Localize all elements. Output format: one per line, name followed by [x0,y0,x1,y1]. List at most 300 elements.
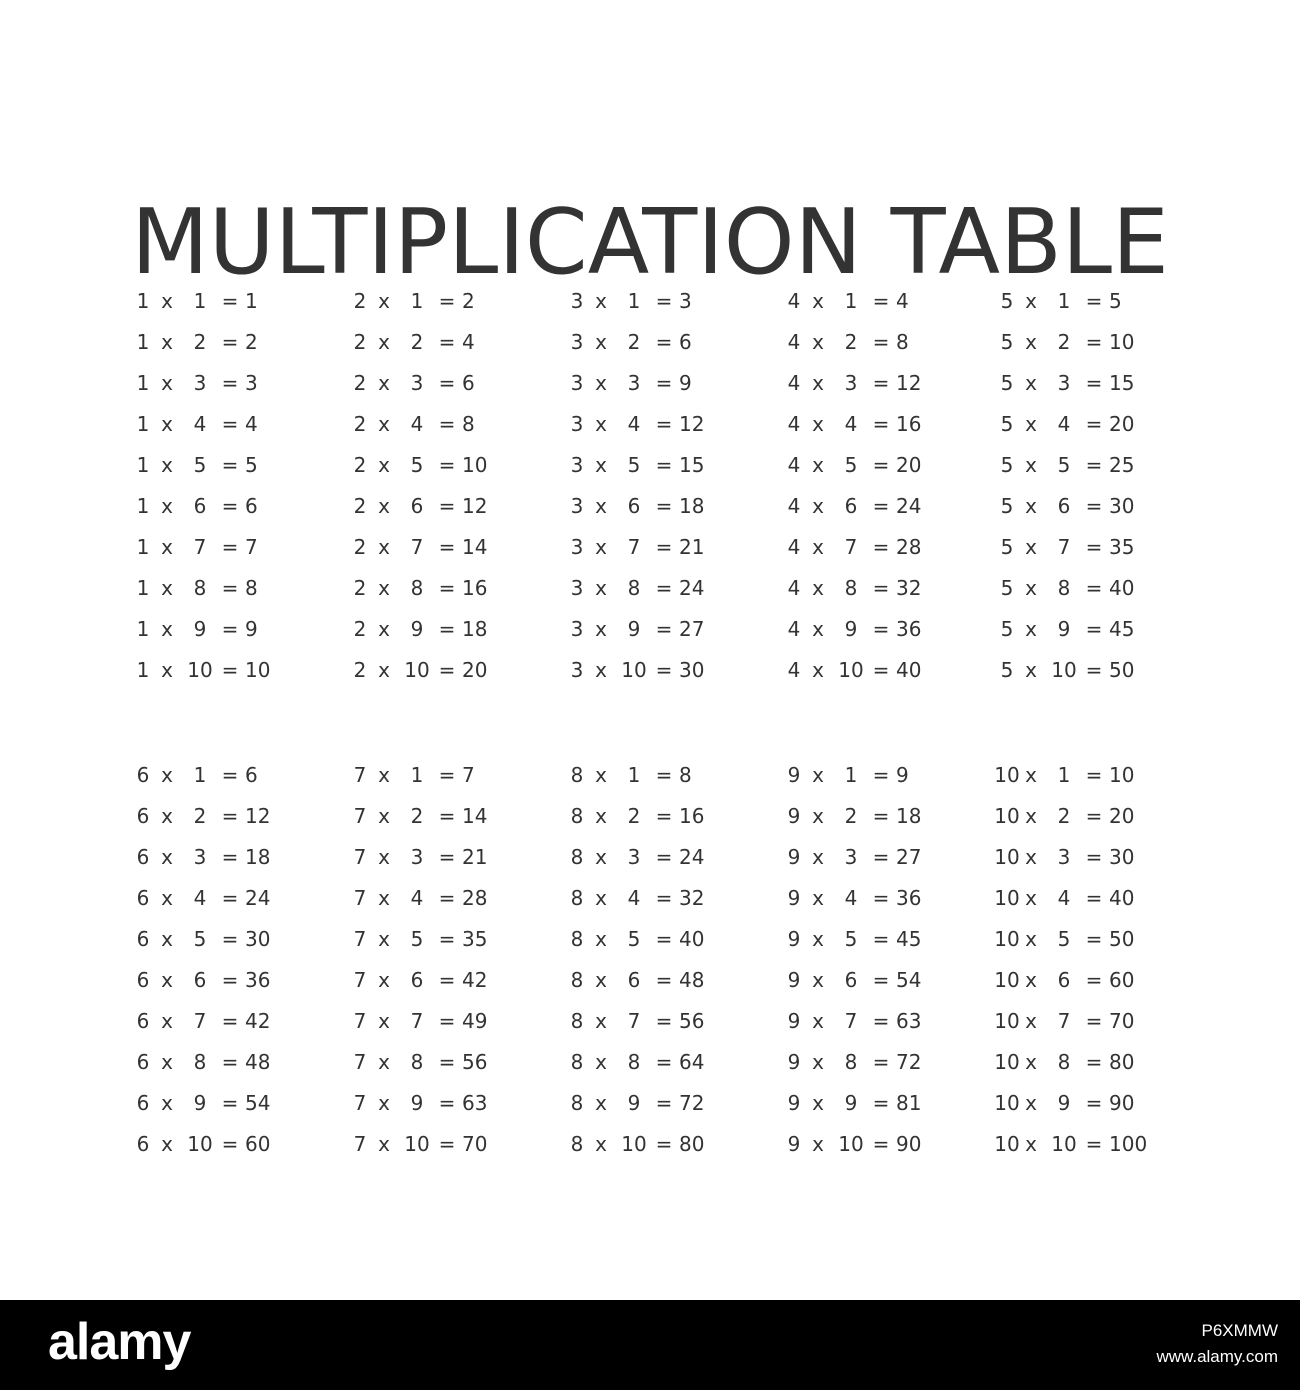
times-sign: x [812,1132,824,1156]
product: 8 [245,576,258,600]
multiplicand: 7 [353,1132,367,1156]
times-sign: x [812,968,824,992]
times-sign: x [812,886,824,910]
product: 63 [896,1009,922,1033]
product: 24 [245,886,271,910]
multiplicand: 9 [787,763,801,787]
multiplier: 7 [410,1009,424,1033]
product: 42 [462,968,488,992]
multiplicand: 3 [570,658,584,682]
times-sign: x [595,330,607,354]
equals-sign: = [438,1009,456,1033]
multiplicand: 1 [136,412,150,436]
times-sign: x [1025,658,1037,682]
multiplier: 10 [404,658,430,682]
product: 12 [679,412,705,436]
multiplier: 4 [627,886,641,910]
multiplier: 6 [627,494,641,518]
multiplicand: 4 [787,412,801,436]
times-sign: x [1025,617,1037,641]
multiplier: 3 [844,371,858,395]
equals-sign: = [438,845,456,869]
table-row [779,919,989,960]
product: 54 [896,968,922,992]
table-row [562,837,772,878]
multiplier: 7 [410,535,424,559]
equals-sign: = [655,330,673,354]
times-sign: x [1025,927,1037,951]
equals-sign: = [655,289,673,313]
product: 63 [462,1091,488,1115]
table-row [128,363,338,404]
multiplier: 3 [627,371,641,395]
equals-sign: = [655,1050,673,1074]
multiplicand: 1 [136,535,150,559]
equals-sign: = [655,968,673,992]
product: 27 [896,845,922,869]
product: 24 [679,576,705,600]
multiplier: 6 [844,494,858,518]
multiplicand: 10 [994,1091,1020,1115]
times-sign: x [378,1009,390,1033]
product: 6 [245,763,258,787]
times-table-block [345,281,555,691]
table-row [345,755,555,796]
multiplicand: 4 [787,289,801,313]
times-sign: x [812,576,824,600]
product: 30 [1109,845,1135,869]
product: 28 [462,886,488,910]
table-row [779,878,989,919]
multiplicand: 7 [353,968,367,992]
times-table-block [992,755,1202,1165]
equals-sign: = [221,845,239,869]
multiplier: 9 [627,617,641,641]
product: 2 [245,330,258,354]
times-sign: x [378,412,390,436]
multiplier: 2 [844,804,858,828]
multiplicand: 7 [353,927,367,951]
table-row [779,1042,989,1083]
multiplicand: 9 [787,1091,801,1115]
product: 28 [896,535,922,559]
product: 4 [245,412,258,436]
multiplier: 5 [193,453,207,477]
equals-sign: = [221,804,239,828]
product: 18 [462,617,488,641]
table-row [779,609,989,650]
equals-sign: = [655,804,673,828]
multiplier: 7 [1057,535,1071,559]
times-sign: x [595,494,607,518]
multiplicand: 2 [353,371,367,395]
multiplier: 3 [1057,371,1071,395]
multiplier: 9 [844,1091,858,1115]
multiplicand: 5 [1000,494,1014,518]
equals-sign: = [872,804,890,828]
times-sign: x [378,1050,390,1074]
product: 32 [896,576,922,600]
table-row [992,796,1202,837]
times-sign: x [161,886,173,910]
multiplier: 2 [193,330,207,354]
product: 70 [1109,1009,1135,1033]
table-row [992,1083,1202,1124]
equals-sign: = [221,453,239,477]
product: 30 [245,927,271,951]
multiplicand: 5 [1000,412,1014,436]
product: 12 [896,371,922,395]
product: 35 [1109,535,1135,559]
equals-sign: = [221,412,239,436]
table-row [128,322,338,363]
multiplicand: 1 [136,494,150,518]
multiplicand: 3 [570,535,584,559]
times-sign: x [1025,289,1037,313]
table-row [992,609,1202,650]
equals-sign: = [1085,1132,1103,1156]
equals-sign: = [872,886,890,910]
equals-sign: = [1085,453,1103,477]
table-row [779,650,989,691]
equals-sign: = [438,804,456,828]
equals-sign: = [438,1091,456,1115]
multiplier: 6 [410,968,424,992]
multiplier: 5 [627,927,641,951]
times-sign: x [595,289,607,313]
product: 20 [1109,804,1135,828]
multiplier: 4 [193,886,207,910]
equals-sign: = [872,1050,890,1074]
equals-sign: = [438,617,456,641]
times-sign: x [1025,453,1037,477]
multiplier: 9 [844,617,858,641]
site-url: www.alamy.com [1156,1347,1278,1366]
times-sign: x [161,968,173,992]
equals-sign: = [1085,1009,1103,1033]
times-sign: x [812,804,824,828]
multiplicand: 4 [787,330,801,354]
equals-sign: = [655,1009,673,1033]
multiplicand: 1 [136,330,150,354]
times-sign: x [378,576,390,600]
product: 7 [245,535,258,559]
table-row [779,568,989,609]
product: 12 [245,804,271,828]
multiplier: 10 [1051,658,1077,682]
equals-sign: = [655,617,673,641]
equals-sign: = [438,535,456,559]
multiplier: 8 [193,1050,207,1074]
table-row [345,281,555,322]
table-row [128,1083,338,1124]
table-row [128,1124,338,1165]
equals-sign: = [1085,330,1103,354]
watermark-footer [0,1300,1300,1390]
product: 18 [896,804,922,828]
table-row [992,1124,1202,1165]
multiplier: 6 [193,968,207,992]
times-sign: x [595,1132,607,1156]
multiplicand: 3 [570,453,584,477]
product: 100 [1109,1132,1148,1156]
table-row [128,919,338,960]
equals-sign: = [438,886,456,910]
equals-sign: = [221,1132,239,1156]
multiplier: 7 [1057,1009,1071,1033]
table-row [562,1083,772,1124]
table-row [562,609,772,650]
product: 9 [245,617,258,641]
times-sign: x [812,658,824,682]
product: 3 [679,289,692,313]
equals-sign: = [872,763,890,787]
multiplicand: 2 [353,617,367,641]
times-sign: x [595,1009,607,1033]
times-sign: x [161,371,173,395]
table-row [562,919,772,960]
equals-sign: = [872,1009,890,1033]
multiplier: 1 [627,289,641,313]
multiplier: 10 [838,1132,864,1156]
multiplier: 5 [1057,927,1071,951]
table-row [345,1042,555,1083]
times-table-block [128,755,338,1165]
multiplicand: 6 [136,927,150,951]
times-table-block [562,281,772,691]
product: 25 [1109,453,1135,477]
equals-sign: = [221,1091,239,1115]
product: 72 [896,1050,922,1074]
multiplicand: 9 [787,886,801,910]
equals-sign: = [655,371,673,395]
table-row [562,960,772,1001]
equals-sign: = [221,371,239,395]
table-row [562,486,772,527]
times-sign: x [378,927,390,951]
times-sign: x [161,1050,173,1074]
multiplier: 6 [1057,494,1071,518]
table-row [779,322,989,363]
multiplicand: 5 [1000,289,1014,313]
times-sign: x [378,968,390,992]
equals-sign: = [655,763,673,787]
product: 18 [679,494,705,518]
table-row [992,445,1202,486]
equals-sign: = [221,289,239,313]
table-row [779,960,989,1001]
times-sign: x [378,617,390,641]
table-row [345,878,555,919]
times-sign: x [161,804,173,828]
times-sign: x [595,576,607,600]
multiplier: 2 [410,330,424,354]
equals-sign: = [655,658,673,682]
equals-sign: = [872,453,890,477]
product: 70 [462,1132,488,1156]
multiplier: 6 [410,494,424,518]
multiplicand: 2 [353,576,367,600]
equals-sign: = [655,1132,673,1156]
table-row [562,1042,772,1083]
table-row [345,796,555,837]
product: 20 [1109,412,1135,436]
multiplicand: 10 [994,763,1020,787]
equals-sign: = [221,1009,239,1033]
multiplier: 1 [410,763,424,787]
multiplicand: 6 [136,804,150,828]
equals-sign: = [872,535,890,559]
times-sign: x [161,289,173,313]
table-row [345,1001,555,1042]
multiplier: 2 [1057,804,1071,828]
product: 30 [1109,494,1135,518]
times-sign: x [378,1132,390,1156]
equals-sign: = [872,330,890,354]
table-row [992,878,1202,919]
table-row [128,650,338,691]
product: 16 [679,804,705,828]
times-sign: x [595,412,607,436]
times-table-block [779,755,989,1165]
equals-sign: = [872,658,890,682]
product: 8 [462,412,475,436]
times-sign: x [812,494,824,518]
table-row [128,281,338,322]
equals-sign: = [655,535,673,559]
times-sign: x [378,658,390,682]
multiplier: 4 [844,886,858,910]
multiplicand: 10 [994,1050,1020,1074]
table-row [345,1124,555,1165]
multiplicand: 1 [136,289,150,313]
product: 14 [462,535,488,559]
equals-sign: = [655,886,673,910]
multiplier: 2 [844,330,858,354]
times-sign: x [812,845,824,869]
multiplicand: 9 [787,927,801,951]
product: 16 [896,412,922,436]
multiplicand: 5 [1000,330,1014,354]
multiplier: 10 [187,1132,213,1156]
equals-sign: = [221,535,239,559]
table-row [345,404,555,445]
equals-sign: = [872,968,890,992]
times-sign: x [1025,576,1037,600]
table-row [345,1083,555,1124]
equals-sign: = [221,1050,239,1074]
table-row [779,796,989,837]
times-sign: x [1025,804,1037,828]
multiplier: 9 [1057,617,1071,641]
product: 40 [1109,886,1135,910]
product: 10 [462,453,488,477]
product: 15 [1109,371,1135,395]
times-sign: x [161,617,173,641]
table-row [779,281,989,322]
multiplicand: 2 [353,535,367,559]
times-sign: x [595,763,607,787]
times-sign: x [378,371,390,395]
multiplicand: 10 [994,886,1020,910]
multiplicand: 6 [136,1009,150,1033]
table-row [562,527,772,568]
multiplier: 4 [1057,886,1071,910]
multiplier: 7 [193,535,207,559]
multiplicand: 8 [570,1050,584,1074]
product: 27 [679,617,705,641]
times-sign: x [1025,1050,1037,1074]
equals-sign: = [438,412,456,436]
multiplicand: 6 [136,845,150,869]
multiplicand: 8 [570,804,584,828]
multiplier: 5 [1057,453,1071,477]
multiplicand: 8 [570,1009,584,1033]
multiplier: 7 [627,535,641,559]
multiplier: 10 [187,658,213,682]
multiplicand: 10 [994,1132,1020,1156]
equals-sign: = [1085,371,1103,395]
multiplicand: 2 [353,289,367,313]
product: 5 [245,453,258,477]
multiplier: 6 [193,494,207,518]
equals-sign: = [1085,289,1103,313]
equals-sign: = [221,658,239,682]
product: 4 [462,330,475,354]
multiplier: 4 [1057,412,1071,436]
table-row [128,404,338,445]
table-row [345,363,555,404]
times-sign: x [1025,763,1037,787]
multiplier: 9 [627,1091,641,1115]
multiplier: 8 [193,576,207,600]
equals-sign: = [221,763,239,787]
table-row [779,363,989,404]
times-sign: x [1025,1132,1037,1156]
equals-sign: = [1085,927,1103,951]
product: 90 [896,1132,922,1156]
multiplicand: 10 [994,927,1020,951]
multiplicand: 4 [787,453,801,477]
times-sign: x [812,371,824,395]
table-row [128,1001,338,1042]
times-table-block [562,755,772,1165]
multiplier: 1 [844,763,858,787]
product: 80 [679,1132,705,1156]
equals-sign: = [1085,658,1103,682]
product: 56 [679,1009,705,1033]
table-row [128,568,338,609]
multiplier: 1 [193,763,207,787]
multiplier: 6 [844,968,858,992]
times-sign: x [595,968,607,992]
multiplicand: 3 [570,576,584,600]
times-table-block [128,281,338,691]
times-sign: x [595,617,607,641]
times-sign: x [161,658,173,682]
product: 49 [462,1009,488,1033]
multiplier: 4 [410,886,424,910]
multiplicand: 4 [787,617,801,641]
multiplicand: 8 [570,763,584,787]
multiplicand: 1 [136,576,150,600]
multiplier: 1 [627,763,641,787]
multiplier: 9 [410,1091,424,1115]
product: 6 [679,330,692,354]
table-row [345,650,555,691]
table-row [128,837,338,878]
multiplicand: 3 [570,371,584,395]
